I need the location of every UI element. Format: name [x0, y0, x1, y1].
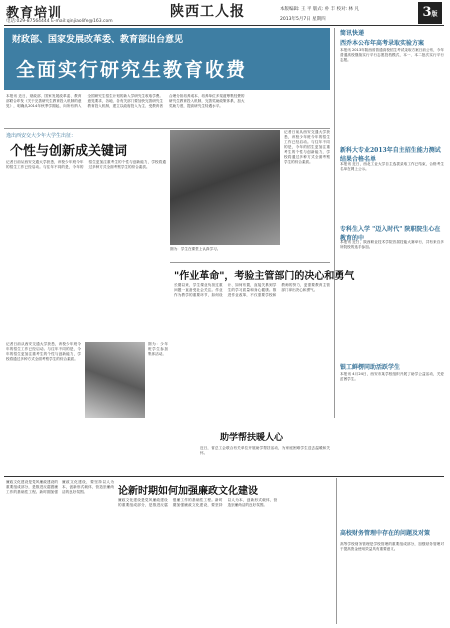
feature-body-lower: 记者日前从西安交通大学获悉，该校少年班今年的招生工作已经启动。与往年不同的是，今年的招生更加注重考生的个性与创新能力，学校将通过多种方式全面考察学生的综合素质。 — [6, 342, 81, 361]
column-divider — [334, 28, 335, 418]
feature-body: 记者日前从西安交通大学获悉，该校少年班今年的招生工作已经启动。与往年不同的是，今年的招生更加注重考生的个性与创新能力，学校将通过多种方式全面考察学生的综合素质。 — [6, 160, 166, 169]
brief-3-title: 专科生入学 "迈入时代" 陕职院生心在教育的中 — [340, 226, 441, 242]
lead-headline: 全面实行研究生教育收费 — [16, 59, 248, 81]
interview-headline: "作业革命"，考验主管部门的决心和勇气 — [174, 271, 355, 282]
lead-kicker: 财政部、国家发展改革委、教育部出台意见 — [12, 35, 184, 45]
header-rule — [4, 25, 444, 26]
bottom-body-main: 廉政文化建设是党风廉政建设的重要组成部分，是推进反腐倡廉工作的基础性工程。新时期加强廉政文化建设，要坚持以人为本，创新形式载体，营造崇廉尚洁的良好氛围。 — [118, 498, 278, 507]
brief-4-title: 银工鲜楞同助活跃学生 — [340, 364, 401, 371]
feature-rule — [4, 128, 330, 129]
brief-1-title: 西乔本公布年高考录取实验方案 — [340, 40, 425, 47]
bottom-divider — [336, 478, 337, 624]
brief-3-body: 本报讯 近日，陕西职业技术学院首届技能大赛举行，共有来自多所院校的选手参加。 — [340, 240, 444, 249]
lead-article-body: 本报讯 近日，财政部、国家发展改革委、教育部联合印发《关于完善研究生教育投入机制的意见》，明确从2014年秋季学期起，向所有纳入全国研究生招生计划的新入学研究生收取学费。意见要求，各地、各有关部门要加快完善研究生教育投入机制，建立以政府投入为主、受教育者合理分担培养成本、培养单位多渠道筹集经费的研究生教育投入机制，完善奖助政策体系，加大奖助力度，提高研究生待遇水平。 — [6, 94, 245, 108]
student-photo — [85, 342, 145, 418]
interview-rule — [170, 262, 330, 263]
sidebar-body: 高等学校财务管理是学校管理的重要组成部分，加强财务管理对于提高资金使用效益具有重要意义。 — [340, 542, 444, 551]
help-headline: 助学帮扶暖人心 — [220, 433, 284, 443]
photo-caption-2: 图为：少年班学生参加集体活动。 — [148, 342, 168, 356]
interview-body: 长期以来，学生课业负担过重问题一直备受社会关注。作业作为教学的重要环节，如何设计、如何布置，直接关系到学生的学习质量和身心健康。推进作业改革，不仅需要学校和教师的努力，更需要教育主管部门拿出决心和勇气。 — [174, 283, 330, 297]
editor-meta: 本版编辑: 王 平 版式: 朴 丰 校对: 林 凡 — [280, 7, 359, 12]
help-body: 近日，省总工会联合有关单位开展助学帮扶活动，为家庭困难学生送去温暖和关怀。 — [200, 446, 330, 455]
masthead-logo: 陕西工人报 — [170, 4, 245, 20]
feature-kicker: 逸出西安交大少年大学生出征： — [6, 133, 77, 139]
feature-headline: 个性与创新成关键词 — [10, 144, 128, 159]
feature-body-cont: 记者日前从西安交通大学获悉，该校少年班今年的招生工作已经启动。与往年不同的是，今年的招生更加注重考生的个性与创新能力，学校将通过多种方式全面考察学生的综合素质。 — [284, 130, 330, 164]
section-title: 教育培训 — [6, 6, 63, 21]
brief-2-body: 本报讯 近日，西北工业大学自主选拔录取工作已结束，合格考生名单在网上公示。 — [340, 162, 444, 171]
brief-2-title: 新科大专业2013年自主招生能力测试结果合格名单 — [340, 147, 441, 163]
news-brief-tag: 简讯快递 — [340, 30, 365, 37]
contact-info: 电话:029-87564444 E-mail:qinjiaolife@163.com — [6, 19, 113, 24]
bottom-body-left: 廉政文化建设是党风廉政建设的重要组成部分，是推进反腐倡廉工作的基础性工程。新时期加强廉政文化建设，要坚持以人为本，创新形式载体，营造崇廉尚洁的良好氛围。 — [6, 480, 114, 494]
photo-caption-1: 图为：学生在课堂上认真学习。 — [170, 247, 221, 251]
issue-date: 2013年5月7日 星期四 — [280, 17, 326, 22]
sidebar-headline: 高校财务管理中存在的问题及对策 — [340, 530, 431, 537]
bottom-headline: 论新时期如何加强廉政文化建设 — [118, 486, 258, 497]
bottom-rule — [4, 476, 444, 477]
page-number — [418, 2, 442, 24]
page-number-digit: 3 — [422, 5, 432, 20]
feature-photo — [170, 130, 280, 245]
page-number-label: 版 — [431, 11, 438, 18]
brief-4-body: 本报讯 4月24日，西安市某学校组织开展了助学公益活动，关爱贫困学生。 — [340, 372, 444, 381]
brief-1-body: 本报讯 2013年陕西省普通高校招生考试录取方案日前公布，今年普通高校继续实行平行志愿投档模式，本一、本二批次实行平行志愿。 — [340, 48, 444, 62]
